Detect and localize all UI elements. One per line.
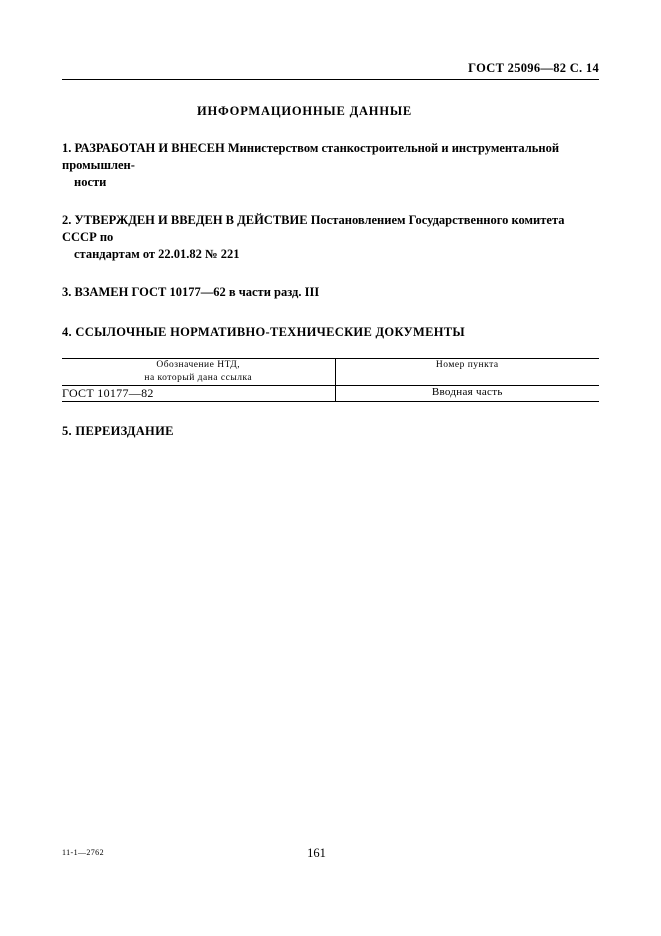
footer-code: 11-1—2762 [62,848,104,857]
info-item-2-number: 2. [62,213,72,227]
info-item-2-text2: стандартам от 22.01.82 № 221 [74,247,240,261]
info-item-1-text: Министерством станкостроительной и инструментальной промышлен- [62,141,560,172]
info-item-1-number: 1. [62,141,72,155]
table-cell-ntd: ГОСТ 10177—82 [62,386,335,402]
page-header [62,60,599,76]
footer-page-number: 161 [307,846,326,860]
table-bottom-rule-left [62,402,335,403]
info-item-4-number: 4. [62,325,72,339]
info-item-4 [62,324,599,341]
table-header-item-label: Номер пункта [435,360,499,370]
table-header-row [62,359,599,386]
table-header-ntd [62,359,335,386]
info-item-1-label: РАЗРАБОТАН И ВНЕСЕН [74,141,225,155]
gost-reference: ГОСТ 25096—82 С. 14 [468,61,599,75]
page-footer [62,846,599,866]
info-item-2 [62,212,599,263]
info-item-2-label: УТВЕРЖДЕН И ВВЕДЕН В ДЕЙСТВИЕ [74,213,308,227]
table-row [62,386,599,402]
table-header-ntd-line1: Обозначение НТД, [156,360,241,370]
page-content [62,60,599,439]
info-item-5-label: ПЕРЕИЗДАНИЕ [75,424,174,438]
info-item-5 [62,424,599,439]
reference-documents-table [62,358,599,402]
info-item-3 [62,284,599,301]
table-bottom-rule-row [62,402,599,403]
info-item-5-number: 5. [62,424,72,438]
page-title: ИНФОРМАЦИОННЫЕ ДАННЫЕ [196,104,413,118]
table-cell-item: Вводная часть [335,386,599,402]
info-item-2-text: Постановлением Государственного комитета СССР по [62,213,565,244]
table-bottom-rule-right [335,402,599,403]
info-item-3-label: ВЗАМЕН ГОСТ 10177—62 [74,285,226,299]
info-item-1 [62,140,599,191]
info-item-1-text2: ности [74,175,107,189]
info-item-4-label: ССЫЛОЧНЫЕ НОРМАТИВНО-ТЕХНИЧЕСКИЕ ДОКУМЕНТЫ [75,325,465,339]
table-header-item [335,359,599,386]
info-item-3-text: в части разд. III [228,285,320,299]
table-header-ntd-line2: на который дана ссылка [144,373,253,383]
header-divider [62,79,599,80]
info-item-3-number: 3. [62,285,72,299]
